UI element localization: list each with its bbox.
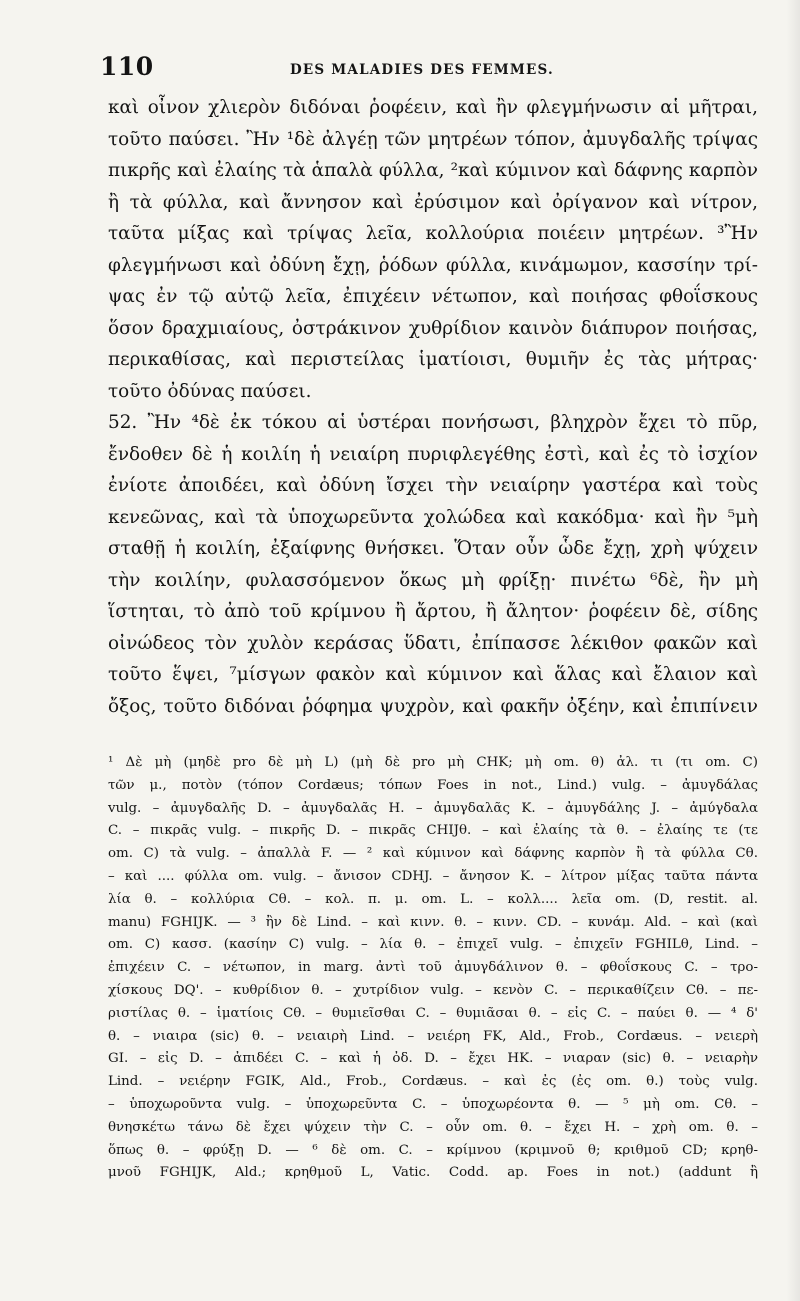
text-line: οἰνώδεος τὸν χυλὸν κεράσας ὕδατι, ἐπίπασσε λέκιθον φακῶν καὶ bbox=[108, 632, 758, 654]
text-line: τοῦτο ἕψει, ⁷μίσγων φακὸν καὶ κύμινον καὶ ἅλας καὶ ἔλαιον καὶ bbox=[108, 664, 758, 685]
footnote-line: μνοῦ FGHIJK, Ald.; κρηθμοῦ L, Vatic. Codd. ap. Foes in not.) (addunt ἢ bbox=[108, 1165, 758, 1181]
footnote-line: vulg. – ἀμυγδαλῆς D. – ἀμυγδαλᾶς H. – ἀμυγδαλᾶς K. – ἀμυγδάλης J. – ἀμύγδαλα bbox=[108, 800, 758, 816]
footnote-line: ὅπως θ. – φρύξῃ D. — ⁶ δὲ om. C. – κρίμνου (κριμνοῦ θ; κριθμοῦ CD; κρηθ- bbox=[108, 1142, 758, 1158]
text-line: καὶ οἶνον χλιερὸν διδόναι ῥοφέειν, καὶ ἢν φλεγμήνωσιν αἱ μῆτραι, bbox=[108, 97, 758, 118]
footnote-line: λία θ. – κολλύρια Cθ. – κολ. π. μ. om. L. – κολλ.... λεῖα om. (D, restit. al. bbox=[108, 891, 758, 907]
running-head: DES MALADIES DES FEMMES. bbox=[290, 62, 554, 78]
footnotes bbox=[108, 752, 758, 1185]
text-line: ἢ τὰ φύλλα, καὶ ἄννησον καὶ ἐρύσιμον καὶ ὀρίγανον καὶ νίτρον, bbox=[108, 191, 758, 213]
page-header bbox=[100, 52, 755, 88]
footnote-line: manu) FGHIJK. — ³ ἢν δὲ Lind. – καὶ κινν. θ. – κινν. CD. – κυνάμ. Ald. – καὶ (καὶ bbox=[108, 914, 758, 930]
footnote-line: ¹ Δὲ μὴ (μηδὲ pro δὲ μὴ L) (μὴ δὲ pro μὴ CHK; μὴ om. θ) ἀλ. τι (τι om. C) bbox=[108, 755, 758, 770]
text-line: τοῦτο ὀδύνας παύσει. bbox=[108, 380, 312, 402]
footnote-line: θ. – νιαιρα (sic) θ. – νειαιρὴ Lind. – νειέρη FK, Ald., Frob., Cordæus. – νειερὴ bbox=[108, 1028, 758, 1044]
footnote-line: om. C) κασσ. (κασίην C) vulg. – λία θ. – ἐπιχεῖ vulg. – ἐπιχεῖν FGHILθ, Lind. – bbox=[108, 937, 758, 953]
text-line: ἵστηται, τὸ ἀπὸ τοῦ κρίμνου ἢ ἄρτου, ἢ ἄλητον· ῥοφέειν δὲ, σίδης bbox=[108, 601, 758, 622]
page-number: 110 bbox=[100, 52, 154, 81]
text-line: τὴν κοιλίην, φυλασσόμενον ὅκως μὴ φρίξῃ· πινέτω ⁶δὲ, ἢν μὴ bbox=[108, 569, 758, 591]
text-line: πικρῆς καὶ ἐλαίης τὰ ἁπαλὰ φύλλα, ²καὶ κύμινον καὶ δάφνης καρπὸν bbox=[108, 160, 758, 181]
text-line: ἔνδοθεν δὲ ἡ κοιλίη ἡ νειαίρη πυριφλεγέθης ἐστὶ, καὶ ἐς τὸ ἰσχίον bbox=[108, 443, 758, 465]
text-line: ταῦτα μίξας καὶ τρίψας λεῖα, κολλούρια ποιέειν μητρέων. ³Ἢν bbox=[108, 223, 758, 244]
text-line: ὅσον δραχμιαίους, ὀστράκινον χυθρίδιον καινὸν διάπυρον ποιήσας, bbox=[108, 317, 758, 339]
text-line: ὄξος, τοῦτο διδόναι ῥόφημα ψυχρὸν, καὶ φακῆν ὀξέην, καὶ ἐπιπίνειν bbox=[108, 695, 758, 717]
text-line: ἐνίοτε ἀποιδέει, καὶ ὀδύνη ἴσχει τὴν νειαίρην γαστέρα καὶ τοὺς bbox=[108, 475, 758, 496]
footnote-line: om. C) τὰ vulg. – ἀπαλλὰ F. — ² καὶ κύμινον καὶ δάφνης καρπὸν ἢ τὰ φύλλα Cθ. bbox=[108, 846, 758, 862]
main-text bbox=[108, 92, 758, 722]
text-line: ψας ἐν τῷ αὐτῷ λεῖα, ἐπιχέειν νέτωπον, καὶ ποιήσας φθοΐσκους bbox=[108, 286, 758, 307]
footnote-line: χίσκους DQ'. – κυθρίδιον θ. – χυτρίδιον vulg. – κενὸν C. – περικαθίζειν Cθ. – πε- bbox=[108, 982, 758, 998]
footnote-line: GI. – εἰς D. – ἀπιδέει C. – καὶ ἡ ὀδ. D. – ἔχει HK. – νιαραν (sic) θ. – νειαρὴν bbox=[108, 1051, 758, 1067]
footnote-line: ριστίλας θ. – ἱματίοις Cθ. – θυμιεῖσθαι C. – θυμιᾶσαι θ. – εἰς C. – παύει θ. — ⁴ δ' bbox=[108, 1005, 758, 1021]
text-line: περικαθίσας, καὶ περιστείλας ἱματίοισι, θυμιῆν ἐς τὰς μήτρας· bbox=[108, 349, 758, 370]
footnote-line: τῶν μ., ποτὸν (τόπον Cordæus; τόπων Foes in not., Lind.) vulg. – ἀμυγδάλας bbox=[108, 777, 758, 793]
text-line: 52. Ἢν ⁴δὲ ἐκ τόκου αἱ ὑστέραι πονήσωσι, βληχρὸν ἔχει τὸ πῦρ, bbox=[108, 412, 758, 433]
footnote-line: – καὶ .... φύλλα om. vulg. – ἄνισον CDHJ. – ἄνησον K. – λίτρον μίξας ταῦτα πάντα bbox=[108, 868, 758, 884]
text-line: κενεῶνας, καὶ τὰ ὑποχωρεῦντα χολώδεα καὶ κακόδμα· καὶ ἢν ⁵μὴ bbox=[108, 506, 758, 528]
footnote-line: θνησκέτω τάνω δὲ ἔχει ψύχειν τὴν C. – οὖν om. θ. – ἔχει H. – χρὴ om. θ. – bbox=[108, 1119, 758, 1135]
text-line: σταθῇ ἡ κοιλίη, ἐξαίφνης θνήσκει. Ὅταν οὖν ὧδε ἔχῃ, χρὴ ψύχειν bbox=[108, 538, 758, 559]
text-line: φλεγμήνωσι καὶ ὀδύνη ἔχῃ, ῥόδων φύλλα, κινάμωμον, κασσίην τρί- bbox=[108, 254, 758, 276]
footnote-line: – ὑποχωροῦντα vulg. – ὑποχωρεῦντα C. – ὑποχωρέοντα θ. — ⁵ μὴ om. Cθ. – bbox=[108, 1096, 758, 1112]
footnote-line: Lind. – νειέρην FGIK, Ald., Frob., Cordæus. – καὶ ἐς (ἐς om. θ.) τοὺς vulg. bbox=[108, 1074, 758, 1090]
footnote-line: C. – πικρᾶς vulg. – πικρῆς D. – πικρᾶς CHIJθ. – καὶ ἐλαίης τὰ θ. – ἐλαίης τε (τε bbox=[108, 823, 758, 839]
footnote-line: ἐπιχέειν C. – νέτωπον, in marg. ἀντὶ τοῦ ἀμυγδάλινον θ. – φθοΐσκους C. – τρο- bbox=[108, 960, 758, 976]
text-line: τοῦτο παύσει. Ἢν ¹δὲ ἀλγέῃ τῶν μητρέων τόπον, ἀμυγδαλῆς τρίψας bbox=[108, 128, 758, 150]
